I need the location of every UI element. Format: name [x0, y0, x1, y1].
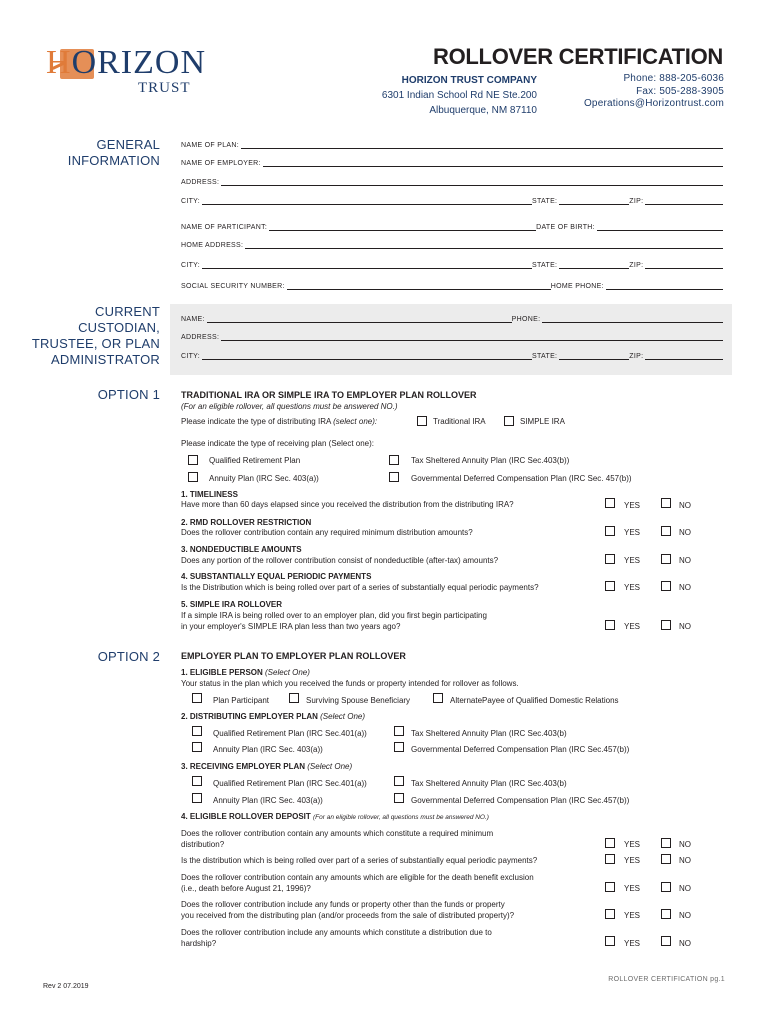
opt2-q5-line1: Does the rollover contribution include any amounts which constitute a distribution due to — [181, 928, 492, 937]
field-label: STATE: — [532, 353, 558, 360]
recv-qrp-checkbox[interactable] — [192, 776, 202, 786]
opt2-q4-no-label: NO — [679, 911, 691, 920]
opt2-q5-yes-label: YES — [624, 939, 641, 948]
opt1-q2-yes-label: YES — [624, 528, 641, 537]
opt1-q1-yes-label: YES — [624, 501, 641, 510]
opt2-q2-no-label: NO — [679, 856, 691, 865]
custodian-address-field[interactable] — [221, 334, 723, 341]
opt2-q2-line1: Is the distribution which is being rolled over part of a series of substantially equal periodic payments? — [181, 856, 538, 865]
recv-annuity-label: Annuity Plan (IRC Sec. 403(a)) — [213, 796, 323, 805]
opt2-q5-no-label: NO — [679, 939, 691, 948]
opt2-q3-yes-checkbox[interactable] — [605, 882, 615, 892]
field-label: ADDRESS: — [181, 179, 220, 186]
field-label: STATE: — [532, 262, 558, 269]
home-zip-field[interactable] — [645, 262, 723, 269]
opt1-q5-yes-label: YES — [624, 622, 641, 631]
alternate-payee-label: AlternatePayee of Qualified Domestic Relations — [450, 696, 619, 705]
opt2-s4-title — [181, 812, 489, 821]
ssn-row — [181, 278, 723, 290]
logo-letters-rest: ORIZON — [71, 44, 206, 81]
opt2-q4-no-checkbox[interactable] — [661, 909, 671, 919]
opt1-q5-no-label: NO — [679, 622, 691, 631]
field-label: CITY: — [181, 198, 201, 205]
opt2-q1-yes-checkbox[interactable] — [605, 838, 615, 848]
alternate-payee-checkbox[interactable] — [433, 693, 443, 703]
field-label: ZIP: — [629, 198, 644, 205]
field-label: ADDRESS: — [181, 334, 220, 341]
opt2-q1-line1: Does the rollover contribution contain any amounts which constitute a required minimum — [181, 829, 494, 838]
opt1-q1-no-label: NO — [679, 501, 691, 510]
surviving-spouse-label: Surviving Spouse Beneficiary — [306, 696, 411, 705]
title-italic: (Select One) — [307, 762, 353, 771]
custodian-name-field[interactable] — [207, 316, 512, 323]
field-label: NAME OF EMPLOYER: — [181, 160, 261, 167]
field-label: PHONE: — [511, 316, 541, 323]
opt2-q3-no-checkbox[interactable] — [661, 882, 671, 892]
opt1-q3-no-label: NO — [679, 556, 691, 565]
company-phone: Phone: 888-205-6036 — [623, 73, 724, 84]
field-label: ZIP: — [629, 262, 644, 269]
section-label-line: CUSTODIAN, — [78, 320, 160, 335]
field-label: NAME OF PARTICIPANT: — [181, 224, 268, 231]
opt2-q4-yes-checkbox[interactable] — [605, 909, 615, 919]
field-label: STATE: — [532, 198, 558, 205]
logo-subtitle: TRUST — [138, 80, 191, 96]
traditional-ira-label: Traditional IRA — [433, 417, 486, 426]
simple-ira-label: SIMPLE IRA — [520, 417, 565, 426]
employer-city-field[interactable] — [202, 198, 532, 205]
opt2-q3-yes-label: YES — [624, 884, 641, 893]
dist-annuity-checkbox[interactable] — [192, 742, 202, 752]
custodian-zip-field[interactable] — [645, 353, 723, 360]
surviving-spouse-checkbox[interactable] — [289, 693, 299, 703]
recv-qrp-label: Qualified Retirement Plan (IRC Sec.401(a)) — [213, 779, 367, 788]
opt2-q5-no-checkbox[interactable] — [661, 936, 671, 946]
dist-tsa-label: Tax Sheltered Annuity Plan (IRC Sec.403(b) — [411, 729, 567, 738]
opt1-tsa-label: Tax Sheltered Annuity Plan (IRC Sec.403(b)) — [411, 456, 570, 465]
title-text: 1. ELIGIBLE PERSON — [181, 668, 266, 677]
revision-label: Rev 2 07.2019 — [43, 983, 89, 990]
receiving-plan-prompt: Please indicate the type of receiving plan (Select one): — [181, 439, 375, 448]
opt1-q5-title: 5. SIMPLE IRA ROLLOVER — [181, 600, 283, 609]
opt1-annuity-checkbox[interactable] — [188, 472, 198, 482]
opt2-q5-yes-checkbox[interactable] — [605, 936, 615, 946]
horizon-trust-logo — [46, 44, 246, 104]
opt2-q3-line2: (i.e., death before August 21, 1996)? — [181, 884, 311, 893]
employer-address-row — [181, 174, 723, 186]
recv-annuity-checkbox[interactable] — [192, 793, 202, 803]
opt1-q1-no-checkbox[interactable] — [661, 498, 671, 508]
section-current-custodian — [32, 304, 160, 368]
dist-qrp-checkbox[interactable] — [192, 726, 202, 736]
opt2-q1-yes-label: YES — [624, 840, 641, 849]
plan-participant-checkbox[interactable] — [192, 693, 202, 703]
company-address-line1: 6301 Indian School Rd NE Ste.200 — [381, 90, 537, 101]
opt1-q3-text: Does any portion of the rollover contribution consist of nondeductible (after-tax) amounts? — [181, 556, 499, 565]
opt1-q2-text: Does the rollover contribution contain any required minimum distribution amounts? — [181, 528, 473, 537]
opt2-q1-line2: distribution? — [181, 840, 225, 849]
home-state-field[interactable] — [559, 262, 629, 269]
opt1-q3-yes-checkbox[interactable] — [605, 554, 615, 564]
field-label: NAME OF PLAN: — [181, 142, 239, 149]
dist-gdc-checkbox[interactable] — [394, 742, 404, 752]
opt2-q2-yes-checkbox[interactable] — [605, 854, 615, 864]
section-label-line: INFORMATION — [67, 153, 160, 168]
opt1-tsa-checkbox[interactable] — [389, 455, 399, 465]
opt1-qrp-checkbox[interactable] — [188, 455, 198, 465]
contact-block — [584, 73, 724, 111]
title-italic: (Select One) — [320, 712, 366, 721]
employer-state-field[interactable] — [559, 198, 629, 205]
opt2-q4-yes-label: YES — [624, 911, 641, 920]
participant-name-field[interactable] — [269, 224, 536, 231]
opt1-q5-text1: If a simple IRA is being rolled over to an employer plan, did you first begin participating — [181, 611, 487, 620]
plan-participant-label: Plan Participant — [213, 696, 270, 705]
opt1-q5-no-checkbox[interactable] — [661, 620, 671, 630]
field-label: ZIP: — [629, 353, 644, 360]
company-fax: Fax: 505-288-3905 — [636, 85, 724, 97]
home-city-row — [181, 257, 723, 269]
opt2-q1-no-checkbox[interactable] — [661, 838, 671, 848]
opt1-gdc-checkbox[interactable] — [389, 472, 399, 482]
date-of-birth-field[interactable] — [597, 224, 723, 231]
traditional-ira-checkbox[interactable] — [417, 416, 427, 426]
opt2-s1-title — [181, 668, 310, 677]
section-label-line: ADMINISTRATOR — [50, 352, 160, 367]
opt1-q1-text: Have more than 60 days elapsed since you received the distribution from the distributing IRA? — [181, 500, 514, 509]
recv-gdc-checkbox[interactable] — [394, 793, 404, 803]
company-address-line2: Albuquerque, NM 87110 — [429, 105, 537, 116]
opt2-q3-line1: Does the rollover contribution contain any amounts which are eligible for the death benefit exclusion — [181, 873, 534, 882]
employer-address-field[interactable] — [221, 179, 723, 186]
employer-zip-field[interactable] — [645, 198, 723, 205]
prompt-text: Please indicate the type of distributing IRA — [181, 417, 334, 426]
employer-name-field[interactable] — [263, 160, 723, 167]
field-label: CITY: — [181, 262, 201, 269]
custodian-city-row — [181, 348, 723, 360]
opt2-q2-no-checkbox[interactable] — [661, 854, 671, 864]
section-option-1: OPTION 1 — [97, 387, 160, 402]
prompt-italic: (select one): — [333, 417, 378, 426]
opt1-q5-text2: in your employer's SIMPLE IRA plan less than two years ago? — [181, 622, 401, 631]
opt2-q3-no-label: NO — [679, 884, 691, 893]
opt1-q3-no-checkbox[interactable] — [661, 554, 671, 564]
opt1-annuity-label: Annuity Plan (IRC Sec. 403(a)) — [209, 474, 319, 483]
title-text: 2. DISTRIBUTING EMPLOYER PLAN — [181, 712, 321, 721]
custodian-phone-field[interactable] — [542, 316, 723, 323]
dist-tsa-checkbox[interactable] — [394, 726, 404, 736]
recv-gdc-label: Governmental Deferred Compensation Plan (IRC Sec.457(b)) — [411, 796, 630, 805]
company-block — [370, 73, 537, 118]
logo-letter-h: H — [46, 44, 72, 81]
opt1-q1-yes-checkbox[interactable] — [605, 498, 615, 508]
home-address-field[interactable] — [245, 242, 723, 249]
plan-name-field[interactable] — [241, 142, 723, 149]
opt2-q4-line1: Does the rollover contribution include any funds or property other than the funds or property — [181, 900, 505, 909]
field-label: DATE OF BIRTH: — [536, 224, 595, 231]
opt1-q4-yes-checkbox[interactable] — [605, 581, 615, 591]
opt2-q5-line2: hardship? — [181, 939, 217, 948]
opt1-q3-title: 3. NONDEDUCTIBLE AMOUNTS — [181, 545, 302, 554]
opt1-q4-text: Is the Distribution which is being rolled over part of a series of substantially equal periodic payments? — [181, 583, 539, 592]
opt1-q4-yes-label: YES — [624, 583, 641, 592]
opt2-s2-title — [181, 712, 365, 721]
field-label: NAME: — [181, 316, 205, 323]
title-note: (For an eligible rollover, all questions must be answered NO.) — [313, 814, 489, 821]
home-city-field[interactable] — [202, 262, 532, 269]
custodian-state-field[interactable] — [559, 353, 629, 360]
section-label-line: GENERAL — [96, 137, 160, 152]
opt1-q4-title: 4. SUBSTANTIALLY EQUAL PERIODIC PAYMENTS — [181, 572, 372, 581]
opt1-q5-yes-checkbox[interactable] — [605, 620, 615, 630]
logo-wordmark — [46, 44, 206, 82]
opt1-q1-title: 1. TIMELINESS — [181, 490, 238, 499]
custodian-address-row — [181, 329, 723, 341]
dist-gdc-label: Governmental Deferred Compensation Plan (IRC Sec.457(b)) — [411, 745, 630, 754]
participant-row — [181, 219, 723, 231]
opt1-q4-no-label: NO — [679, 583, 691, 592]
opt1-q2-no-checkbox[interactable] — [661, 526, 671, 536]
custodian-city-field[interactable] — [202, 353, 532, 360]
recv-tsa-checkbox[interactable] — [394, 776, 404, 786]
opt2-q4-line2: you received from the distributing plan (and/or proceeds from the sale of distributed property)? — [181, 911, 515, 920]
opt2-s3-title — [181, 762, 352, 771]
opt2-q2-yes-label: YES — [624, 856, 641, 865]
ssn-field[interactable] — [287, 283, 551, 290]
section-label-line: TRUSTEE, OR PLAN — [31, 336, 160, 351]
company-email: Operations@Horizontrust.com — [583, 98, 724, 109]
opt1-qrp-label: Qualified Retirement Plan — [209, 456, 301, 465]
title-italic: (Select One) — [265, 668, 310, 677]
employer-city-row — [181, 193, 723, 205]
option1-note: (For an eligible rollover, all questions must be answered NO.) — [181, 402, 398, 411]
opt2-s1-text: Your status in the plan which you received the funds or property intended for rollover as follows. — [181, 679, 519, 688]
employer-name-row — [181, 155, 723, 167]
section-general-information — [68, 137, 160, 169]
opt1-q2-no-label: NO — [679, 528, 691, 537]
opt1-q2-title: 2. RMD ROLLOVER RESTRICTION — [181, 518, 312, 527]
opt1-q2-yes-checkbox[interactable] — [605, 526, 615, 536]
dist-qrp-label: Qualified Retirement Plan (IRC Sec.401(a)) — [213, 729, 367, 738]
distributing-ira-prompt — [181, 417, 377, 426]
simple-ira-checkbox[interactable] — [504, 416, 514, 426]
home-address-row — [181, 237, 723, 249]
opt1-q4-no-checkbox[interactable] — [661, 581, 671, 591]
title-text: 3. RECEIVING EMPLOYER PLAN — [181, 762, 308, 771]
page-footer: ROLLOVER CERTIFICATION pg.1 — [608, 976, 725, 983]
document-title: ROLLOVER CERTIFICATION — [433, 44, 723, 69]
opt2-q1-no-label: NO — [679, 840, 691, 849]
field-label: SOCIAL SECURITY NUMBER: — [181, 283, 285, 290]
title-text: 4. ELIGIBLE ROLLOVER DEPOSIT — [181, 812, 314, 821]
option2-heading: EMPLOYER PLAN TO EMPLOYER PLAN ROLLOVER — [181, 651, 406, 661]
dist-annuity-label: Annuity Plan (IRC Sec. 403(a)) — [213, 745, 323, 754]
field-label: HOME ADDRESS: — [181, 242, 244, 249]
custodian-name-row — [181, 311, 723, 323]
home-phone-field[interactable] — [606, 283, 723, 290]
opt1-gdc-label: Governmental Deferred Compensation Plan (IRC Sec. 457(b)) — [411, 474, 632, 483]
company-name: HORIZON TRUST COMPANY — [401, 75, 537, 86]
field-label: HOME PHONE: — [550, 283, 604, 290]
field-label: CITY: — [181, 353, 201, 360]
option1-heading: TRADITIONAL IRA OR SIMPLE IRA TO EMPLOYER PLAN ROLLOVER — [181, 390, 477, 400]
section-option-2: OPTION 2 — [97, 649, 160, 664]
plan-name-row — [181, 137, 723, 149]
opt1-q3-yes-label: YES — [624, 556, 641, 565]
recv-tsa-label: Tax Sheltered Annuity Plan (IRC Sec.403(b) — [411, 779, 567, 788]
section-label-line: CURRENT — [95, 304, 160, 319]
